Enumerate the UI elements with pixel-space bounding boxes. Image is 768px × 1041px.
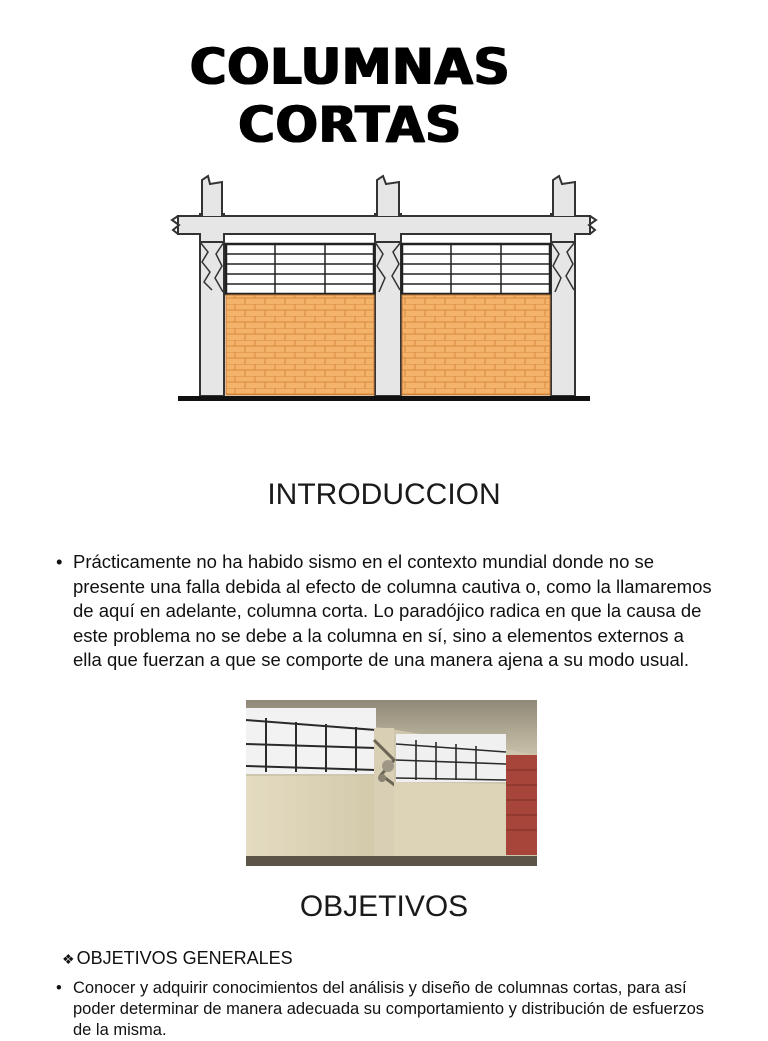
left-brick-wall <box>226 295 374 395</box>
introduccion-text: Prácticamente no ha habido sismo en el contexto mundial donde no se presente una falla debida al efecto de columna cautiva o, como la llamaremos de aquí en adelante, columna corta. Lo paradójico radica en que la causa de este problema no se debe a la columna en sí, sino a elementos externos a ella que fuerzan a que se comporte de una manera ajena a su modo usual. <box>73 551 712 670</box>
right-window <box>402 244 550 294</box>
objetivos-generales-label: OBJETIVOS GENERALES <box>76 948 293 968</box>
bullet-marker-2: • <box>56 979 62 997</box>
top-beam <box>178 216 590 242</box>
objetivos-text: Conocer y adquirir conocimientos del análisis y diseño de columnas cortas, para así poder determinar de manera adecuada su comportamiento y distribución de esfuerzos de la misma. <box>73 979 705 1039</box>
right-brick-wall <box>402 295 550 395</box>
middle-column-stub <box>377 176 399 216</box>
damaged-building-photo <box>246 700 537 866</box>
left-window <box>226 244 374 294</box>
short-column-frame-illustration <box>170 172 600 408</box>
objetivos-heading: OBJETIVOS <box>299 890 469 923</box>
document-title <box>150 38 550 154</box>
title-line-1: COLUMNAS <box>189 38 511 96</box>
objetivos-generales-subheading <box>62 948 293 969</box>
left-column-stub <box>202 176 222 216</box>
right-column-stub <box>553 176 575 216</box>
introduccion-paragraph <box>56 550 716 673</box>
title-line-2: CORTAS <box>238 96 462 154</box>
introduccion-heading: INTRODUCCION <box>267 478 501 511</box>
bullet-marker: • <box>56 551 63 572</box>
diamond-bullet-icon: ❖ <box>62 951 75 967</box>
objetivos-paragraph <box>56 978 716 1039</box>
ground-line <box>178 396 590 401</box>
